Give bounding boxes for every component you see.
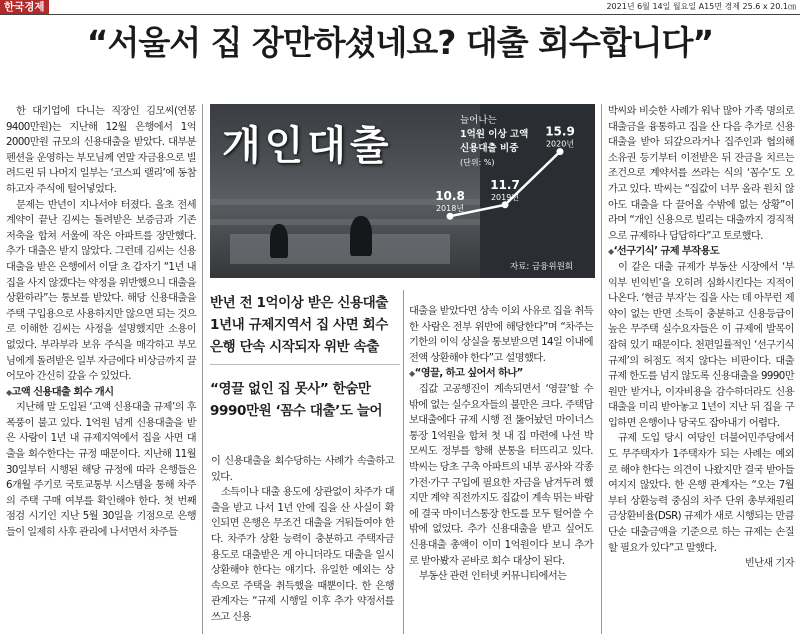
deck-line: 은행 단속 시작되자 위반 속출 <box>210 339 379 355</box>
caption-line: 1억원 이상 고액 <box>460 129 529 140</box>
subheading <box>409 366 593 382</box>
deck-line: 1년내 규제지역서 집 사면 회수 <box>210 317 388 333</box>
x-tick-label: 2018년 <box>435 204 465 214</box>
paragraph: 이 신용대출을 회수당하는 사례가 속출하고 있다. <box>211 456 394 483</box>
paragraph: 한 대기업에 다니는 직장인 김모씨(연봉 9400만원)는 지난해 12월 은행에서 1억 2000만원 규모의 신용대출을 받았다. 대부분 펜션을 운영하는 부모님께 연말 자금용으로 빌려드린 뒤 나머지 일부는 ‘코스피 랠리’에 동참하고자 주식에 털어넣었다. <box>6 106 196 195</box>
paragraph: 규제 도입 당시 여당인 더불어민주당에서도 무주택자가 1주택자가 되는 사례는 예외로 해야 한다는 의견이 나왔지만 결국 받아들여지지 않았다. 한 은행 관계자는 “오는 7월부터 상환능력 중심의 차주 단위 총부채원리금상환비율(DSR) 규제가 새로 시행되는 만큼 단순 대출금액을 기준으로 하는 규제는 손질할 필요가 있다”고 말했다. <box>608 433 794 554</box>
column-divider <box>601 104 602 634</box>
data-point <box>557 148 564 155</box>
photo-person <box>350 216 372 256</box>
line-chart <box>420 104 595 278</box>
byline: 빈난새 기자 <box>744 558 794 570</box>
chart-source: 자료: 금융위원회 <box>509 262 573 272</box>
column-divider <box>403 290 404 634</box>
paragraph: 집값 고공행진이 계속되면서 ‘영끌’할 수밖에 없는 실수요자들의 불만은 크다. 주택담보대출에다 규제 시행 전 뚫어놨던 마이너스통장 1억원을 합쳐 첫 내 집 마련에 나선 박모씨도 정부를 향해 분통을 터뜨리고 있다. 박씨는 당초 구축 아파트의 내부 공사와 각종 가전·가구 구입에 필요한 자금을 남겨두려 했지만 계약 직전까지도 집값이 계속 뛰는 바람에 결국 마이너스통장 한도를 모두 털어쓸 수밖에 없었다. 추가 신용대출을 받고 싶어도 신용대출 총액이 이미 1억원이다 보니 추가로 받아봤자 곧바로 회수 대상이 된다. <box>409 383 593 567</box>
subheadline-deck <box>210 292 400 358</box>
newspaper-logo: 한국경제 <box>0 0 49 14</box>
photo-desk <box>230 234 450 264</box>
paragraph: 부동산 관련 인터넷 커뮤니티에서는 <box>419 571 567 583</box>
subheading <box>6 385 196 401</box>
paragraph: 이 같은 대출 규제가 부동산 시장에서 ‘부익부 빈익빈’을 오히려 심화시킨다는 지적이 나온다. ‘현금 부자’는 집을 사는 데 아무런 제약이 없는 반면 소득이 충분하고 신용등급이 높은 무주택 실수요자들은 이 규제에 발목이 잡혀 있기 때문이다. 천편일률적인 ‘선구기식 규제’의 허점도 적지 않다는 비판이다. 대출 규제 한도를 넘지 않도록 신용대출을 9990만원만 받거나, 이자비용을 감수하더라도 신용대출을 미리 받아놓고 1년이 지난 뒤 집을 구입하면 은행이나 당국도 잡아내기 어렵다. <box>608 261 794 429</box>
deck-line: 9990만원 ‘꼼수 대출’도 늘어 <box>210 403 383 419</box>
subheading-text: ‘선구기식’ 규제 부작용도 <box>613 246 720 258</box>
data-label: 10.8 <box>435 189 465 204</box>
masthead <box>0 0 800 14</box>
column-1 <box>6 104 196 541</box>
data-point <box>447 213 454 220</box>
feature-figure <box>210 104 595 278</box>
data-point <box>502 201 509 208</box>
column-2 <box>211 454 394 626</box>
paragraph: 박씨와 비슷한 사례가 워낙 많아 가족 명의로 대출금을 융통하고 집을 산 다음 추가로 신용대출을 받아 되갚으라거나 집주인과 협의해 소유권 등기부터 이전받은 뒤 잔금을 치르는 조건으로 계약서를 쓰라는 식의 ‘꼼수’도 오가고 있다. 박씨는 “집값이 너무 올라 원치 않아도 대출을 다 끌어올 수밖에 없는 상황”이라며 “개인 신용으로 빌리는 대출까지 경직적으로 규제하나 답답하다”고 토로했다. <box>608 106 794 242</box>
column-4 <box>608 104 794 572</box>
deck-line: “영끌 없인 집 못사” 한숨만 <box>210 381 371 397</box>
x-tick-label: 2020년 <box>545 139 575 149</box>
subheading-text: 고액 신용대출 회수 개시 <box>11 386 114 398</box>
column-3 <box>409 304 593 585</box>
caption-line: 신용대출 비중 <box>460 143 519 154</box>
caption-line: (단위: %) <box>460 158 495 167</box>
x-tick-label: 2019년 <box>490 192 520 202</box>
bullet-diamond-icon: ◆ <box>6 387 12 397</box>
masthead-rule <box>0 14 800 15</box>
subheadline-deck-2 <box>210 378 400 422</box>
column-divider <box>202 104 203 634</box>
subheading <box>608 244 794 260</box>
headline: “서울서 집 장만하셨네요? 대출 회수합니다” <box>86 23 714 62</box>
caption-line: 늘어나는 <box>460 115 497 126</box>
deck-line: 반년 전 1억이상 받은 신용대출 <box>210 295 388 311</box>
paragraph: 문제는 반년이 지나서야 터졌다. 올초 전세 계약이 끝난 김씨는 돌려받은 보증금과 기존 저축을 합쳐 서울에 작은 아파트를 장만했다. 추가 대출은 받지 않았다. 그런데 김씨는 신용대출을 받은 은행에서 이달 초 갑자기 “1년 내 집을 사지 않겠다는 약정을 위반했으니 대출을 상환하라”는 통보를 받았다. 해당 신용대출을 주택 구입용으로 사용하지만 않으면 되는 것으로 이해한 김씨는 사정을 설명했지만 소용이 없었다. 부라부라 보유 주식을 매각하고 부모님에게 돌려받은 일부 자금에다 비상금까지 끌어모아 간신히 갚을 수 있었다. <box>6 199 196 383</box>
deck-divider <box>210 364 400 365</box>
edition-info: 2021년 6월 14일 월요일 A15면 경제 25.6 x 20.1㎝ <box>606 2 796 11</box>
subheading-text: “영끌, 하고 싶어서 하나” <box>414 368 523 380</box>
data-label: 11.7 <box>490 177 520 192</box>
paragraph: 지난해 말 도입된 ‘고액 신용대출 규제’의 후폭풍이 불고 있다. 1억원 넘게 신용대출을 받은 사람이 1년 내 규제지역에서 집을 사면 대출을 회수한다는 규정 때문이다. 지난해 11월 30일부터 시행된 해당 규정에 따라 은행들은 6개월 주기로 국토교통부 시스템을 통해 차주의 주택 구매 여부를 확인해야 한다. 첫 번째 점검 시기인 지난 5월 30일을 기점으로 은행들이 일제히 사후 관리에 나서면서 차주들 <box>6 402 196 539</box>
bullet-diamond-icon: ◆ <box>409 369 415 379</box>
paragraph: 소득이나 대출 용도에 상관없이 차주가 대출을 받고 나서 1년 안에 집을 산 사실이 확인되면 은행은 무조건 대출을 거둬들여야 한다. 차주가 상환 능력이 충분하고 주택자금 용도로 대출받은 게 아니더라도 대출을 일시 상환해야 한다는 얘기다. 유일한 예외는 상속으로 주택을 취득했을 때뿐이다. 한 은행 관계자는 “규제 시행일 이후 추가 약정서를 쓰고 신용 <box>211 487 394 623</box>
paragraph: 대출을 받았다면 상속 이외 사유로 집을 취득한 사람은 전부 위반에 해당한다”며 “차주는 기한의 이익 상실을 통보받으면 14일 이내에 전액 상환해야 한다”고 설명했다. <box>409 306 593 364</box>
data-label: 15.9 <box>545 124 575 139</box>
photo-person <box>270 224 288 258</box>
bullet-diamond-icon: ◆ <box>608 247 614 257</box>
figure-title: 개인대출 <box>222 123 393 169</box>
